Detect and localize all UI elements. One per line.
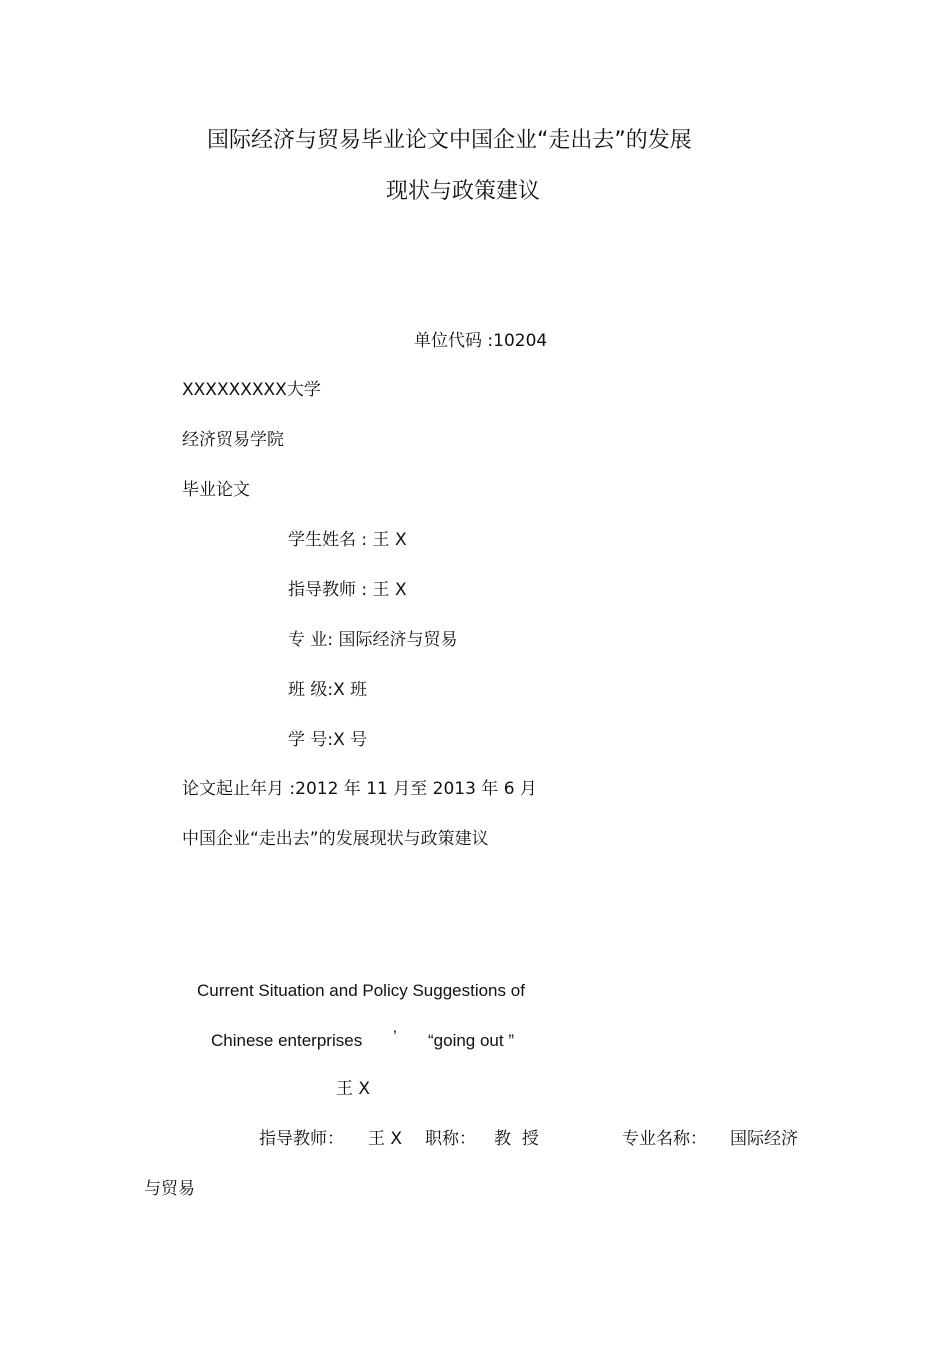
english-title-apostrophe: ’ [393,1027,397,1046]
thesis-topic-cn: 中国企业“走出去”的发展现状与政策建议 [182,829,489,849]
footer-rank: 教 授 [494,1129,539,1149]
english-title-line-2-part-1: Chinese enterprises [211,1031,363,1050]
footer-major-part-2: 与贸易 [144,1179,195,1199]
title-line-1: 国际经济与贸易毕业论文中国企业“走出去”的发展 [207,128,692,153]
college-name: 经济贸易学院 [182,430,284,450]
footer-advisor-label: 指导教师： [259,1129,344,1149]
student-name: 学生姓名 : 王 X [288,530,407,550]
english-title-line-2-part-2: “going out ” [428,1031,514,1050]
student-id: 学 号:X 号 [288,730,368,750]
class: 班 级:X 班 [288,680,368,700]
footer-advisor-name: 王 X [368,1129,403,1149]
footer-rank-label: 职称： [425,1129,476,1149]
advisor-name: 指导教师 : 王 X [288,580,407,600]
english-title-line-1: Current Situation and Policy Suggestions of [197,981,525,1000]
footer-major-label: 专业名称： [622,1129,707,1149]
english-author: 王 X [336,1079,371,1099]
unit-code: 单位代码 :10204 [414,331,548,351]
university-name: XXXXXXXXX大学 [182,380,321,400]
thesis-period: 论文起止年月 :2012 年 11 月至 2013 年 6 月 [182,779,537,799]
major: 专 业: 国际经济与贸易 [288,630,458,650]
title-line-2: 现状与政策建议 [386,179,541,204]
footer-major-part-1: 国际经济 [730,1129,798,1149]
document-type: 毕业论文 [182,480,250,500]
